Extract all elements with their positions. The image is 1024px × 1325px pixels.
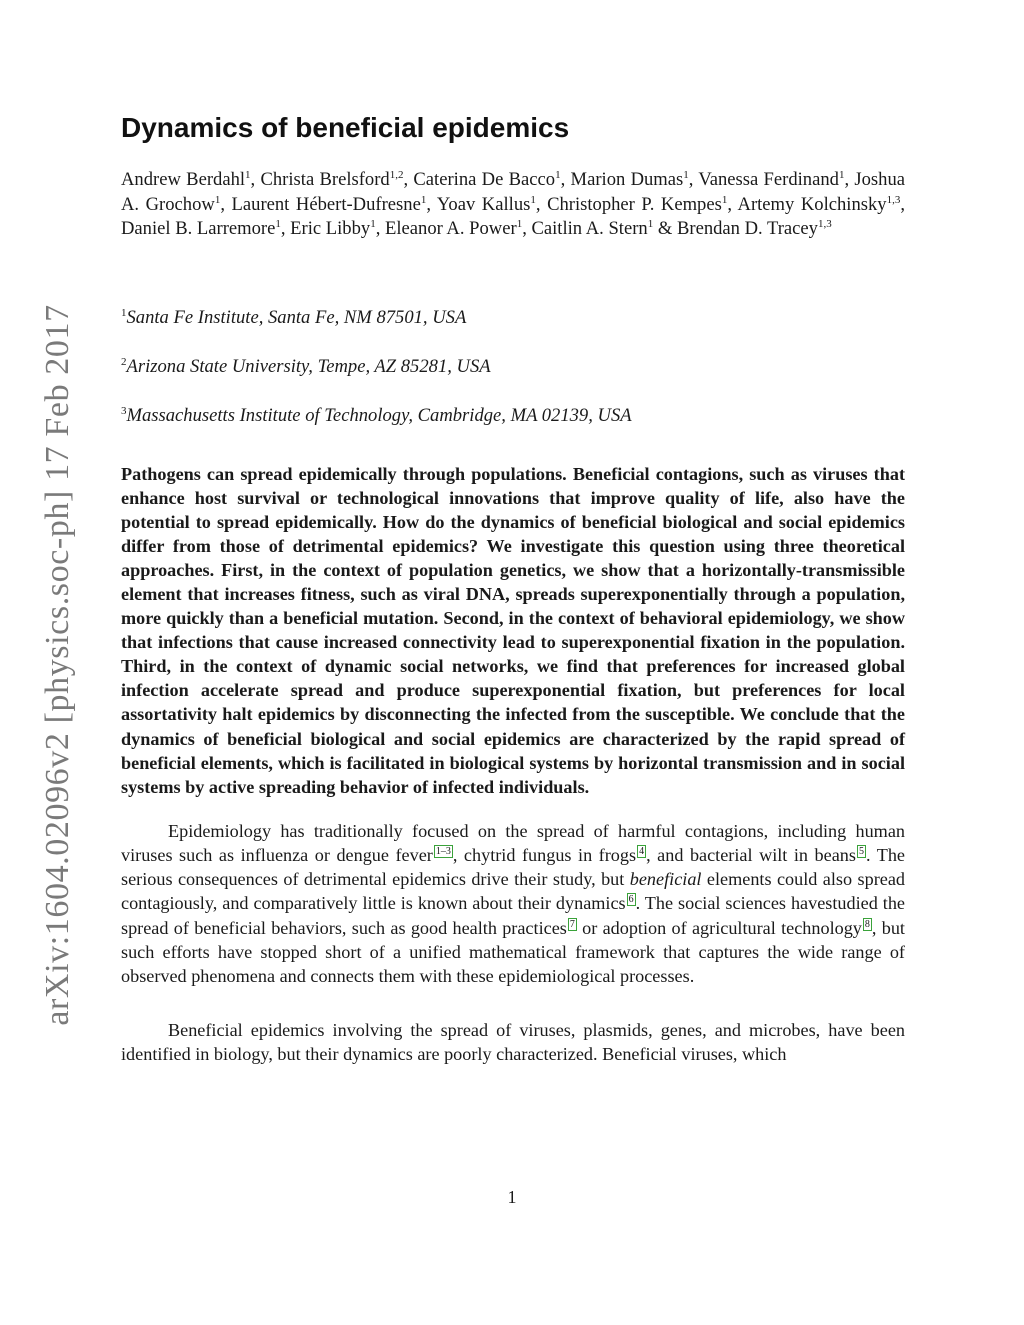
abstract: Pathogens can spread epidemically through populations. Beneficial contagions, such as viruses that enhance host survival or technological innovations that improve quality of life, also have the potential to spread epidemically. How do the dynamics of beneficial biological and social epidemics differ from those of detrimental epidemics? We investigate this question using three theoretical approaches. First, in the context of population genetics, we show that a horizontally-transmissible element that increases fitness, such as viral DNA, spreads superexponentially through a population, more quickly than a beneficial mutation. Second, in the context of behavioral epidemiology, we show that infections that cause increased connectivity lead to superexponential fixation in the population. Third, in the context of dynamic social networks, we find that preferences for increased global infection accelerate spread and produce superexponential fixation, but preferences for local assortativity halt epidemics by disconnecting the infected from the susceptible. We conclude that the dynamics of beneficial biological and social epidemics are characterized by the rapid spread of beneficial elements, which is facilitated in biological systems by horizontal transmission and in social systems by active spreading behavior of infected individuals. <box>121 463 905 797</box>
citation-link[interactable]: 1–3 <box>435 845 451 857</box>
page-content <box>121 112 905 1067</box>
author-list: Andrew Berdahl$^1$, Christa Brelsford$^{1,2}$, Caterina De Bacco$^1$, Marion Dumas$^1$, Vanessa Ferdinand$^1$, Joshua A. Grochow$^1$, Laurent Hébert-Dufresne$^1$, Yoav Kallus$^1$, Christopher P. Kempes$^1$, Artemy Kolchinsky$^{1,3}$, Daniel B. Larremore$^1$, Eric Libby$^1$, Eleanor A. Power$^1$, Caitlin A. Stern$^1$ & Brendan D. Tracey$^{1,3}$ <box>121 168 906 239</box>
paper-title: Dynamics of beneficial epidemics <box>121 112 570 143</box>
author: Christa Brelsford$^{1,2}$ <box>260 168 404 190</box>
author: Christopher P. Kempes$^1$ <box>547 193 728 215</box>
citation-link[interactable]: 7 <box>569 918 575 930</box>
affiliation-1: $^1$Santa Fe Institute, Santa Fe, NM 87501, USA <box>121 306 467 328</box>
citation-link[interactable]: 6 <box>628 894 634 906</box>
author: Yoav Kallus$^1$ <box>436 193 536 215</box>
author: Joshua A. Grochow$^1$ <box>121 169 905 215</box>
author: Eleanor A. Power$^1$ <box>385 217 523 239</box>
author: Eric Libby$^1$ <box>290 217 376 239</box>
arxiv-identifier: arXiv:1604.02096v2 [physics.soc-ph] 17 Feb 2017 <box>39 304 76 1026</box>
body-paragraph-2: Beneficial epidemics involving the spread of viruses, plasmids, genes, and microbes, have been identified in biology, but their dynamics are poorly characterized. Beneficial viruses, which <box>121 1020 905 1065</box>
author: Artemy Kolchinsky$^{1,3}$ <box>737 193 901 215</box>
affiliation-2: $^2$Arizona State University, Tempe, AZ 85281, USA <box>121 355 491 377</box>
author: Laurent Hébert-Dufresne$^1$ <box>231 193 427 215</box>
author: Brendan D. Tracey$^{1,3}$ <box>676 217 832 239</box>
author: Andrew Berdahl$^1$ <box>121 168 251 190</box>
page-number: 1 <box>507 1187 517 1207</box>
affiliation-list <box>121 306 905 428</box>
affiliation-3: $^3$Massachusetts Institute of Technology, Cambridge, MA 02139, USA <box>121 404 632 426</box>
author: Caterina De Bacco$^1$ <box>413 168 561 190</box>
citation-link[interactable]: 8 <box>864 918 870 930</box>
citation-link[interactable]: 4 <box>639 845 645 857</box>
author: Daniel B. Larremore$^1$ <box>121 217 281 239</box>
citation-link[interactable]: 5 <box>858 845 864 857</box>
body-paragraph-1: Epidemiology has traditionally focused on the spread of harmful contagions, including human viruses such as influenza or dengue fever 1–3 , chytrid fungus in frogs 4 , and bacterial wilt in beans 5 . The serious consequences of detrimental epidemics drive their study, but beneficial elements could also spread contagiously, and comparatively little is known about their dynamics 6 . The social sciences havestudied the spread of beneficial behaviors, such as good health practices 7 or adoption of agricultural technology 8 , but such efforts have stopped short of a unified mathematical framework that captures the wide range of observed phenomena and connects them with these epidemiological processes. <box>121 820 905 987</box>
author: Caitlin A. Stern$^1$ <box>531 217 654 239</box>
author: Marion Dumas$^1$ <box>570 168 689 190</box>
author: Vanessa Ferdinand$^1$ <box>698 168 845 190</box>
